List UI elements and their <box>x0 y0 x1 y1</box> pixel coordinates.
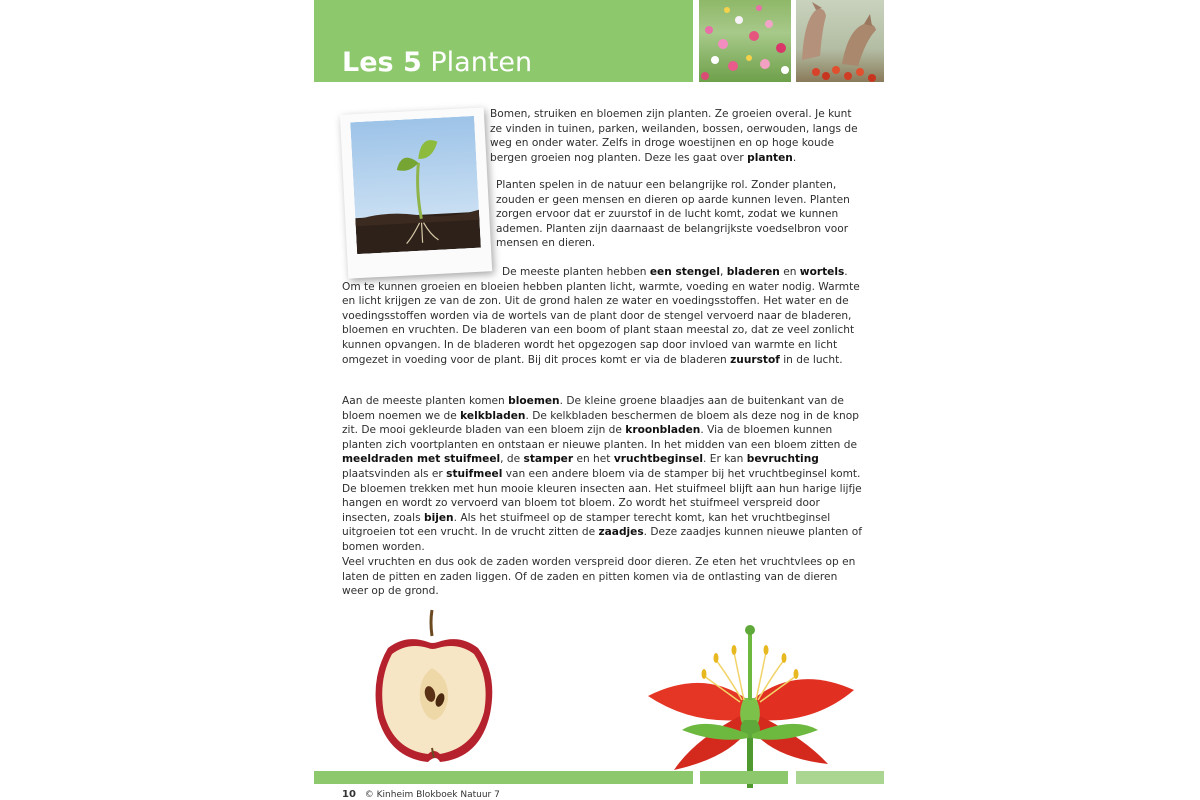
page-footer <box>342 789 500 800</box>
bold-term: kroonbladen <box>625 424 701 437</box>
waxwing-birds-photo <box>796 0 884 82</box>
text-run: Planten spelen in de natuur een belangrijke rol. Zonder planten, zouden er geen mensen en dieren op aarde kunnen leven. Planten zorgen ervoor dat er zuurstof in de lucht komt, zodat we kunnen ademen. Planten zijn daarnaast de belangrijkste voedselbron voor mensen en dieren. <box>496 179 850 250</box>
footer-accent-bar <box>796 771 884 784</box>
text-run: , <box>719 266 727 278</box>
text-run: en het <box>573 453 614 466</box>
text-run: . Als het stuifmeel op de stamper terecht komt, kan het vruchtbeginsel uitgroeien tot een vrucht. In de vrucht zitten de <box>342 511 831 539</box>
bold-term: vruchtbeginsel <box>613 453 704 466</box>
bold-term: bevruchting <box>746 453 819 466</box>
paragraph-3 <box>342 265 862 367</box>
bold-term: wortels <box>799 266 845 278</box>
text-run: . Er kan <box>703 453 747 466</box>
text-run: De meeste planten hebben <box>502 266 650 278</box>
text-run: Aan de meeste planten komen <box>342 395 509 407</box>
flowers-paragraph <box>342 394 862 555</box>
bold-term: stamper <box>523 453 574 466</box>
bold-term: bloemen <box>508 395 560 407</box>
lesson-topic: Planten <box>430 47 533 78</box>
bold-term: meeldraden met stuifmeel <box>342 453 501 466</box>
lily-flower-diagram-image <box>644 620 856 792</box>
bold-term: planten <box>747 151 793 164</box>
text-run: Bomen, struiken en bloemen zijn planten. Ze groeien overal. Je kunt ze vinden in tuinen, parken, weilanden, bossen, oerwouden, langs de weg en onder water. Zelfs in droge woestijnen en op hoge koude bergen groeien nog planten. Deze les gaat over <box>490 108 858 164</box>
footer-accent-bar <box>314 771 693 784</box>
text-run: . Via de bloemen kunnen planten zich voortplanten en ontstaan er nieuwe planten. In het midden van een bloem zitten de <box>342 424 858 451</box>
paragraph-1 <box>490 107 862 165</box>
importance-paragraph <box>496 178 862 251</box>
paragraph-4 <box>342 394 862 555</box>
plant-parts-paragraph <box>342 265 862 367</box>
bold-term: zuurstof <box>730 353 780 366</box>
text-run: . <box>792 151 797 164</box>
text-run: . De kelkbladen beschermen de bloem als deze nog in de knop zit. De mooi gekleurde bladen van een bloem zijn de <box>342 409 859 437</box>
seedling-polaroid-photo <box>340 107 492 278</box>
copyright-text: © Kinheim Blokboek Natuur 7 <box>364 790 500 800</box>
wildflower-meadow-photo <box>699 0 791 82</box>
footer-accent-bar <box>700 771 788 784</box>
bold-term: bladeren <box>726 266 780 278</box>
workbook-page <box>314 0 886 800</box>
text-run: . Deze zaadjes kunnen nieuwe planten of bomen worden. <box>342 526 862 553</box>
bold-term: een stengel <box>649 266 720 278</box>
bold-term: stuifmeel <box>446 467 503 480</box>
bold-term: kelkbladen <box>460 409 526 422</box>
bold-term: zaadjes <box>598 526 644 539</box>
text-run: en <box>779 266 800 278</box>
seed-dispersal-paragraph <box>342 555 862 599</box>
text-run: . De kleine groene blaadjes aan de buitenkant van de bloem noemen we de <box>342 395 844 422</box>
bold-term: bijen <box>424 511 454 524</box>
page-number: 10 <box>342 789 356 800</box>
text-run: van een andere bloem via de stamper bij het vruchtbeginsel komt. De bloemen trekken met hun mooie kleuren insecten aan. Het stuifmeel blijft aan hun harige lijfje hangen en wordt zo vervoerd van bloem tot bloem. Zo wordt het stuifmeel verspreid door insecten, zoals <box>342 467 862 524</box>
lesson-header-banner <box>314 0 693 82</box>
text-run: in de lucht. <box>779 353 843 366</box>
text-run: plaatsvinden als er <box>342 467 447 480</box>
paragraph-5 <box>342 555 862 599</box>
intro-paragraph <box>490 107 862 165</box>
paragraph-2 <box>496 178 862 251</box>
text-run: . Om te kunnen groeien en bloeien hebben planten licht, warmte, voeding en water nodig. Warmte en licht krijgen ze van de zon. Uit de grond halen ze water en voedingsstoffen. Het water en de voedingsstoffen worden via de wortels van de plant door de stengel vervoerd naar de bladeren, bloemen en vruchten. De bladeren van een boom of plant staan meestal zo, dat ze veel zonlicht kunnen opvangen. In de bladeren wordt het opgezogen sap door invloed van warmte en licht omgezet in voeding voor de plant. Bij dit proces komt er via de bladeren <box>342 266 860 366</box>
lesson-title <box>342 46 532 80</box>
apple-cross-section-image <box>368 608 498 766</box>
text-run: Veel vruchten en dus ook de zaden worden verspreid door dieren. Ze eten het vruchtvlees op en laten de pitten en zaden liggen. Of de zaden en pitten komen via de ontlasting van de dieren weer op de grond. <box>342 556 856 598</box>
text-run: , de <box>500 453 524 466</box>
lesson-number: Les 5 <box>342 47 422 78</box>
